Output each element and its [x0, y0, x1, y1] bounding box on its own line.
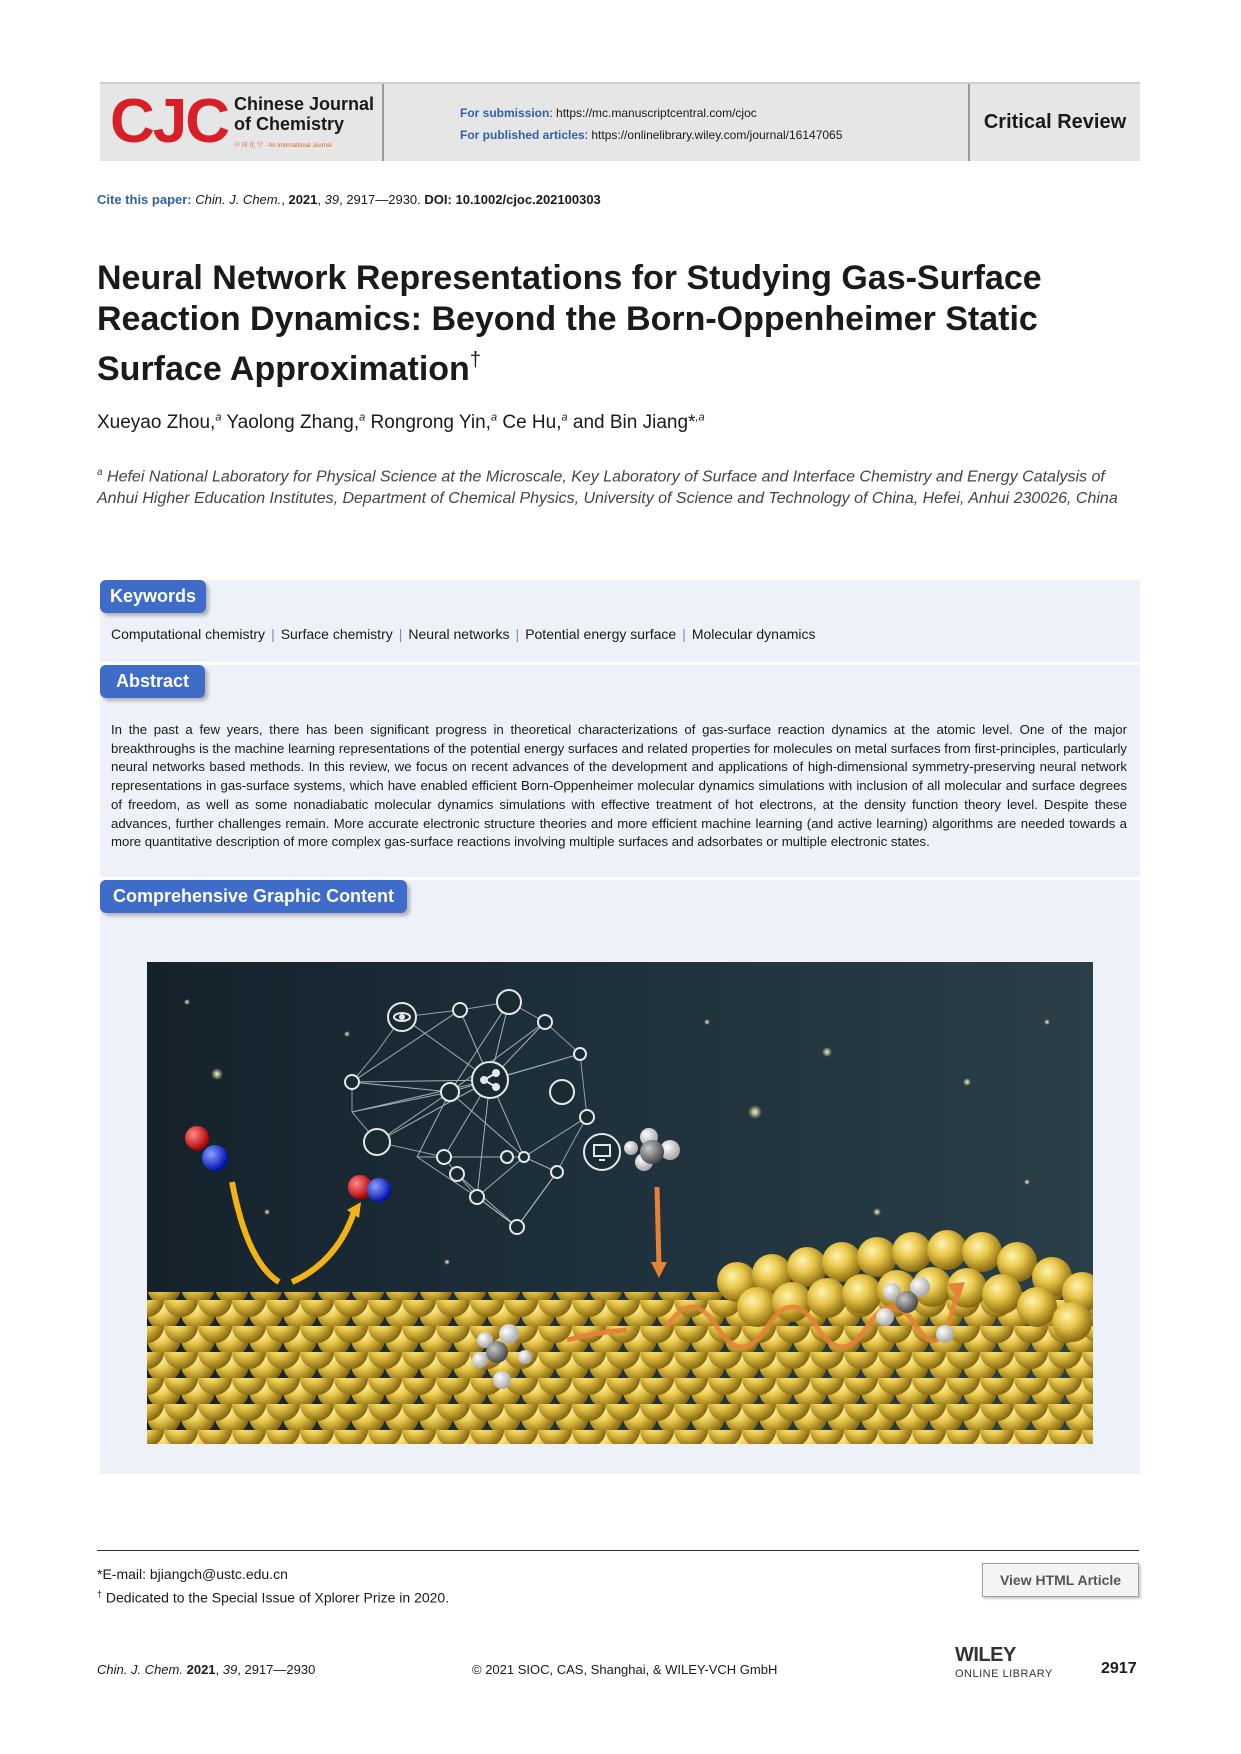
- footer-pages: , 2917—2930: [237, 1662, 316, 1677]
- citation-journal: Chin. J. Chem.: [195, 192, 282, 207]
- keyword-item: Molecular dynamics: [691, 626, 816, 642]
- keyword-separator: |: [682, 626, 686, 642]
- logo-letters: CJC: [110, 87, 229, 156]
- logo-subtitle: 中 国 化 学 · An International Journal: [234, 143, 332, 149]
- title-line: Surface Approximation†: [97, 349, 481, 388]
- submission-label: For submission: [460, 106, 550, 120]
- citation-volume: 39: [324, 192, 340, 207]
- author: Xueyao Zhou,$^a$: [97, 412, 222, 434]
- article-type: Critical Review: [983, 111, 1127, 133]
- submission-line: [460, 102, 842, 124]
- footer-journal: Chin. J. Chem.: [97, 1662, 183, 1677]
- published-line: [460, 124, 842, 146]
- author: Rongrong Yin,$^a$: [370, 412, 498, 434]
- publisher-word: WILEY: [955, 1644, 1016, 1666]
- title-footnote-mark: †: [469, 349, 481, 371]
- keyword-item: Potential energy surface: [525, 626, 677, 642]
- view-html-article-button[interactable]: View HTML Article: [982, 1563, 1139, 1597]
- keyword-list: [111, 626, 816, 642]
- author: Yaolong Zhang,$^a$: [226, 412, 366, 434]
- colon: :: [584, 128, 592, 142]
- logo-name-line2: of Chemistry: [234, 114, 345, 134]
- wiley-logo: [955, 1644, 1065, 1684]
- journal-logo: [100, 84, 382, 161]
- footer-citation: Chin. J. Chem. 2021, 39, 2917—2930: [97, 1662, 316, 1677]
- keywords-panel: [100, 580, 1140, 662]
- graphic-heading: Comprehensive Graphic Content: [100, 880, 407, 913]
- title-line: Reaction Dynamics: Beyond the Born-Oppenheimer Static: [97, 300, 1038, 338]
- citation-line: Cite this paper: Chin. J. Chem., 2021, 39, 2917—2930. DOI: 10.1002/cjoc.202100303: [97, 192, 601, 207]
- doi-label: DOI:: [424, 192, 452, 207]
- citation-label: Cite this paper:: [97, 192, 192, 207]
- author: and Bin Jiang*$^{,a}$: [572, 412, 705, 434]
- author: Ce Hu,$^a$: [502, 412, 568, 434]
- keyword-separator: |: [515, 626, 520, 642]
- keyword-item: Neural networks: [408, 626, 510, 642]
- page-number: 2917: [1101, 1660, 1137, 1677]
- affiliation-text: Hefei National Laboratory for Physical Science at the Microscale, Key Laboratory of Surface and Interface Chemistry and Energy Catalysis of Anhui Higher Education Institutes, Department of Chemical Physics, University of Science and Technology of China, Hefei, Anhui 230026, China: [97, 468, 1118, 508]
- logo-name-line1: Chinese Journal: [234, 94, 375, 114]
- colon: :: [549, 106, 557, 120]
- affiliation-mark: a: [97, 467, 103, 478]
- logo-journal-name: [234, 94, 374, 134]
- abstract-heading: Abstract: [100, 665, 205, 698]
- keyword-item: Surface chemistry: [280, 626, 393, 642]
- copyright: © 2021 SIOC, CAS, Shanghai, & WILEY-VCH GmbH: [472, 1662, 778, 1677]
- footnotes: [97, 1564, 449, 1608]
- dedication-footnote: † Dedicated to the Special Issue of Xplorer Prize in 2020.: [97, 1589, 450, 1606]
- keyword-separator: |: [398, 626, 403, 642]
- keywords-heading: Keywords: [100, 580, 206, 613]
- abstract-text: In the past a few years, there has been significant progress in theoretical characterizations of gas-surface reaction dynamics at the atomic level. One of the major breakthroughs is the machine learning representations of the potential energy surfaces and related properties for molecules on metal surfaces from first-principles, particularly neural networks based methods. In this review, we focus on recent advances of the development and applications of high-dimensional symmetry-preserving neural network representations in gas-surface systems, which have enabled efficient Born-Oppenheimer molecular dynamics simulations with inclusion of all molecular and surface degrees of freedom, as well as some nonadiabatic molecular dynamics simulations with effective treatment of hot electrons, at the density function theory level. Despite these advances, further challenges remain. More accurate electronic structure theories and more efficient machine learning (and active learning) algorithms are needed towards a more quantitative description of more complex gas-surface reactions involving multiple surfaces and adsorbates or multiple electronic states.: [111, 722, 1127, 850]
- descent-arrow: [657, 1187, 659, 1267]
- published-link[interactable]: https://onlinelibrary.wiley.com/journal/16147065: [591, 128, 843, 142]
- header-links: [460, 102, 842, 146]
- email-footnote: *E-mail: bjiangch@ustc.edu.cn: [97, 1566, 288, 1582]
- title-line: Neural Network Representations for Studying Gas-Surface: [97, 259, 1042, 297]
- header-divider: [382, 84, 384, 161]
- keyword-item: Computational chemistry: [111, 626, 266, 642]
- footer-volume: 39: [222, 1662, 238, 1677]
- keyword-separator: |: [271, 626, 275, 642]
- published-label: For published articles: [460, 128, 585, 142]
- submission-link[interactable]: https://mc.manuscriptcentral.com/cjoc: [556, 106, 757, 120]
- footer-year: 2021: [186, 1662, 216, 1677]
- citation-pages: , 2917—2930.: [339, 192, 421, 207]
- publisher-sub: ONLINE LIBRARY: [955, 1668, 1053, 1680]
- citation-year: 2021: [288, 192, 318, 207]
- doi-link[interactable]: 10.1002/cjoc.202100303: [455, 192, 601, 207]
- author-list: [97, 412, 705, 434]
- footer-rule: [97, 1550, 1139, 1551]
- journal-header: [100, 82, 1140, 161]
- affiliation: [97, 462, 1147, 510]
- article-title: [97, 258, 1137, 390]
- abstract-panel: [100, 665, 1140, 877]
- graphic-abstract-image: [147, 962, 1093, 1444]
